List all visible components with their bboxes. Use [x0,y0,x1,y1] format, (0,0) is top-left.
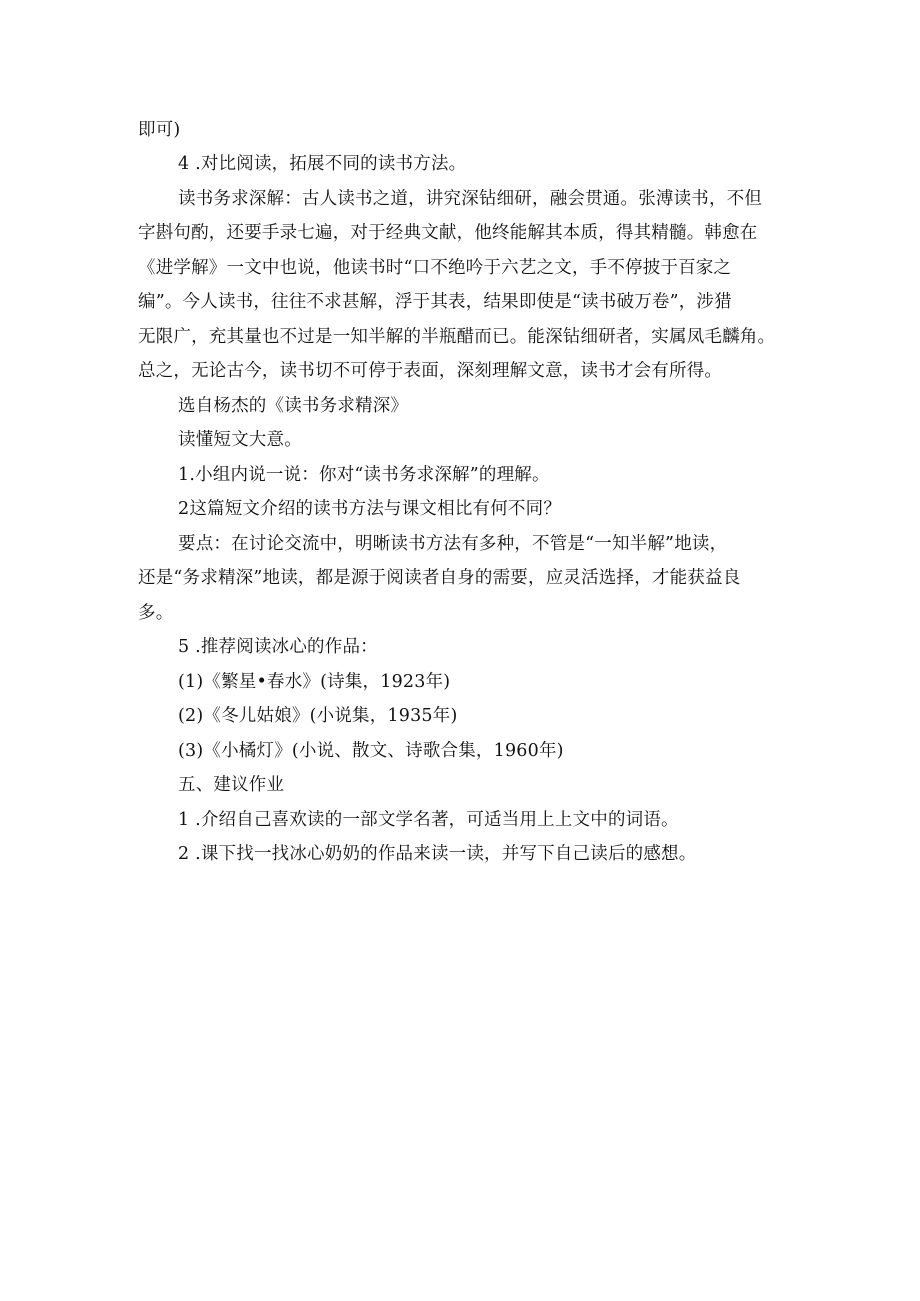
homework-item-1: 1 .介绍自己喜欢读的一部文学名著，可适当用上上文中的词语。 [178,810,679,830]
passage-line: 总之，无论古今，读书切不可停于表面，深刻理解文意，读书才会有所得。 [138,361,723,381]
recommended-work-3: (3)《小橘灯》(小说、散文、诗歌合集，1960年) [178,741,564,761]
recommended-work-2: (2)《冬儿姑娘》(小说集，1935年) [178,706,458,726]
text-line-continuation: 即可) [138,120,181,140]
key-points-line: 还是“务求精深”地读，都是源于阅读者自身的需要，应灵活选择，才能获益良 [138,568,741,588]
passage-line: 读书务求深解：古人读书之道，讲究深钻细研，融会贯通。张溥读书，不但 [178,189,763,209]
passage-line: 无限广，充其量也不过是一知半解的半瓶醋而已。能深钻细研者，实属凤毛麟角。 [138,327,776,347]
instruction-line: 读懂短文大意。 [178,430,302,450]
question-item-2: 2这篇短文介绍的读书方法与课文相比有何不同？ [178,499,562,519]
source-citation: 选自杨杰的《读书务求精深》 [178,396,409,416]
passage-line: 《进学解》一文中也说，他读书时“口不绝吟于六艺之文，手不停披于百家之 [138,258,732,278]
section-heading-homework: 五、建议作业 [178,775,285,795]
passage-line: 字斟句酌，还要手录七遍，对于经典文献，他终能解其本质，得其精髓。韩愈在 [138,223,758,243]
homework-item-2: 2 .课下找一找冰心奶奶的作品来读一读，并写下自己读后的感想。 [178,844,697,864]
key-points-line: 要点：在讨论交流中，明晰读书方法有多种，不管是“一知半解”地读， [178,534,728,554]
question-item-1: 1.小组内说一说：你对“读书务求深解”的理解。 [178,465,550,485]
key-points-line: 多。 [138,603,174,623]
section-heading-4: 4 .对比阅读，拓展不同的读书方法。 [178,154,467,174]
passage-line: 编”。今人读书，往往不求甚解，浮于其表，结果即使是“读书破万卷”，涉猎 [138,292,732,312]
section-heading-5: 5 .推荐阅读冰心的作品： [178,637,378,657]
recommended-work-1: (1)《繁星•春水》(诗集，1923年) [178,672,451,692]
